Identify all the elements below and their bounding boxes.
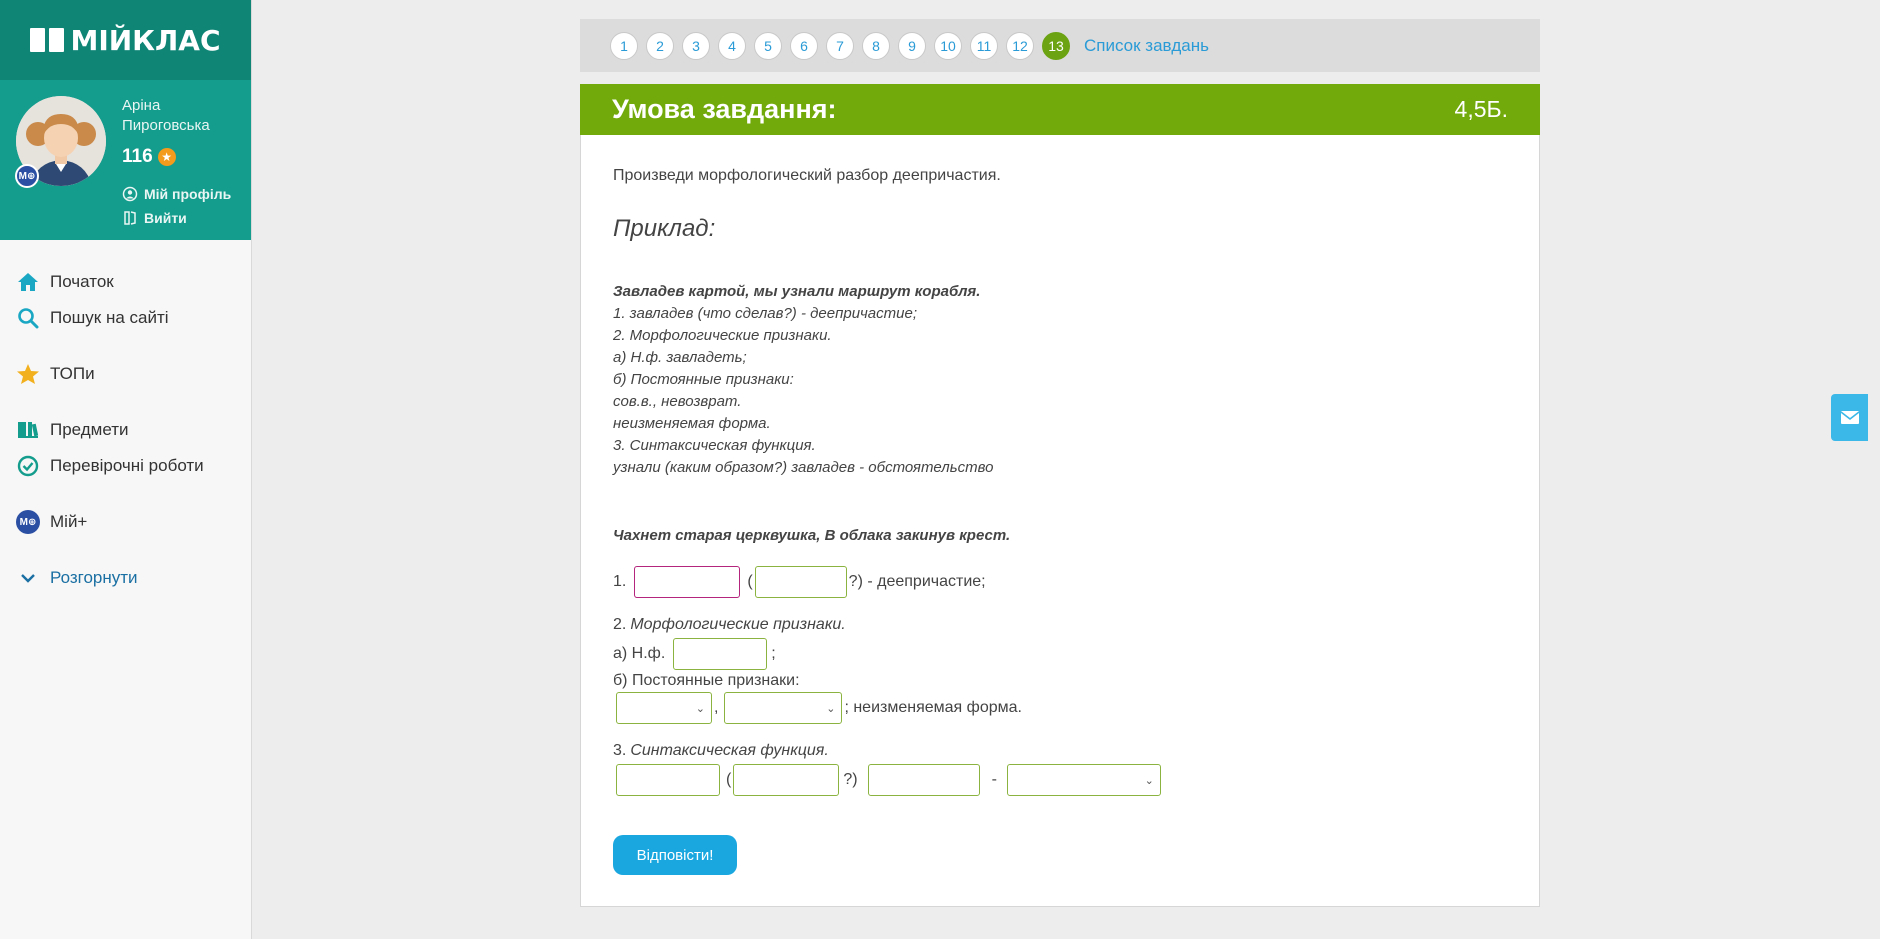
task-sentence: Чахнет старая церквушка, В облака закинув крест. <box>613 527 1011 544</box>
q3-number: 3. <box>613 742 627 759</box>
q1-word-input[interactable] <box>634 566 740 598</box>
chevron-down-icon <box>16 566 40 590</box>
page-9[interactable]: 9 <box>898 32 926 60</box>
star-icon: ★ <box>158 148 176 166</box>
example-heading: Приклад: <box>613 215 716 242</box>
question-3-title <box>613 742 1507 760</box>
question-2b-label <box>613 672 1507 690</box>
task-pager <box>580 19 1540 72</box>
question-2a <box>613 638 1507 670</box>
example-block <box>613 281 1507 479</box>
page-1[interactable]: 1 <box>610 32 638 60</box>
q2-number: 2. <box>613 616 627 633</box>
chevron-down-icon: ⌄ <box>826 702 836 715</box>
star-icon <box>16 362 40 386</box>
task-header <box>580 84 1540 135</box>
page-3[interactable]: 3 <box>682 32 710 60</box>
my-profile-link[interactable] <box>122 186 231 202</box>
nav-tests[interactable] <box>0 448 251 484</box>
page-6[interactable]: 6 <box>790 32 818 60</box>
mail-icon <box>1840 410 1860 425</box>
q3-question-input[interactable] <box>733 764 839 796</box>
profile-card <box>0 80 251 240</box>
nav-subjects[interactable] <box>0 412 251 448</box>
nav-myplus-label: Мій+ <box>50 512 88 531</box>
points-value: 116 <box>122 146 153 167</box>
nav-home-label: Початок <box>50 272 114 291</box>
feedback-mail-button[interactable] <box>1831 394 1868 441</box>
q2a-suffix: ; <box>771 645 776 662</box>
my-profile-label: Мій профіль <box>144 186 232 202</box>
example-line: неизменяемая форма. <box>613 415 771 432</box>
nav-expand-label: Розгорнути <box>50 568 138 587</box>
page-2[interactable]: 2 <box>646 32 674 60</box>
logout-label: Вийти <box>144 210 187 226</box>
q2b-aspect-select[interactable] <box>616 692 712 724</box>
q1-question-input[interactable] <box>755 566 847 598</box>
page-7[interactable]: 7 <box>826 32 854 60</box>
page-10[interactable]: 10 <box>934 32 962 60</box>
nav-expand[interactable] <box>0 560 251 596</box>
logo-text: МІЙКЛАС <box>70 23 221 57</box>
sidebar <box>0 0 252 939</box>
example-line: узнали (каким образом?) завладев - обстоятельство <box>613 459 994 476</box>
q1-open-paren: ( <box>747 573 753 590</box>
example-line: а) Н.ф. завладеть; <box>613 349 747 366</box>
task-title: Умова завдання: <box>612 94 837 124</box>
q2b-reflexive-select[interactable] <box>724 692 842 724</box>
myplus-icon: M⊕ <box>16 510 40 534</box>
nav-myplus[interactable] <box>0 504 251 540</box>
task-body <box>580 135 1540 907</box>
chevron-down-icon: ⌄ <box>695 702 705 715</box>
nav-tops[interactable] <box>0 356 251 392</box>
q3-close-paren: ?) <box>843 771 858 788</box>
q2b-comma: , <box>714 699 719 716</box>
submit-answer-button[interactable]: Відповісти! <box>613 835 737 875</box>
nav-search-label: Пошук на сайті <box>50 308 169 327</box>
nav-tops-label: ТОПи <box>50 364 95 383</box>
q3-title: Синтаксическая функция. <box>630 742 829 759</box>
example-line: 3. Синтаксическая функция. <box>613 437 816 454</box>
nav-search[interactable] <box>0 300 251 336</box>
user-name: Аріна Пироговська <box>122 97 210 134</box>
logout-link[interactable] <box>122 210 187 226</box>
sidebar-nav <box>0 240 251 596</box>
nav-subjects-label: Предмети <box>50 420 129 439</box>
q3-gerund-input[interactable] <box>868 764 980 796</box>
page-12[interactable]: 12 <box>1006 32 1034 60</box>
page-8[interactable]: 8 <box>862 32 890 60</box>
example-line: сов.в., невозврат. <box>613 393 742 410</box>
q1-number: 1. <box>613 573 627 590</box>
task-list-link[interactable]: Список завдань <box>1084 35 1209 55</box>
example-line: б) Постоянные признаки: <box>613 371 794 388</box>
example-line: 1. завладев (что сделав?) - деепричастие; <box>613 305 917 322</box>
q2b-label: б) Постоянные признаки: <box>613 672 800 689</box>
q2b-suffix: ; неизменяемая форма. <box>844 699 1022 716</box>
q3-dash: - <box>991 771 997 788</box>
points <box>122 146 176 168</box>
logout-icon <box>122 210 138 226</box>
q2a-label: а) Н.ф. <box>613 645 666 662</box>
example-line: 2. Морфологические признаки. <box>613 327 832 344</box>
task-prompt: Произведи морфологический разбор деепричастия. <box>613 167 1001 184</box>
chevron-down-icon: ⌄ <box>1144 774 1154 787</box>
q2-title: Морфологические признаки. <box>630 616 846 633</box>
book-icon <box>30 28 64 52</box>
q3-function-select[interactable] <box>1007 764 1161 796</box>
task-score: 4,5Б. <box>1454 96 1508 122</box>
q3-verb-input[interactable] <box>616 764 720 796</box>
q1-suffix: ?) - деепричастие; <box>848 573 986 590</box>
main-content <box>580 19 1540 907</box>
search-icon <box>16 306 40 330</box>
question-1 <box>613 566 1507 598</box>
page-11[interactable]: 11 <box>970 32 998 60</box>
q2a-infinitive-input[interactable] <box>673 638 767 670</box>
books-icon <box>16 418 40 442</box>
page-13-active[interactable]: 13 <box>1042 32 1070 60</box>
question-2-title <box>613 616 1507 634</box>
myplus-badge: M⊕ <box>15 164 39 188</box>
home-icon <box>16 270 40 294</box>
nav-home[interactable] <box>0 264 251 300</box>
nav-tests-label: Перевірочні роботи <box>50 456 204 475</box>
check-circle-icon <box>16 454 40 478</box>
example-sentence: Завладев картой, мы узнали маршрут корабля. <box>613 283 981 300</box>
page-4[interactable]: 4 <box>718 32 746 60</box>
q3-open-paren: ( <box>726 771 732 788</box>
logo[interactable] <box>0 0 251 80</box>
page-5[interactable]: 5 <box>754 32 782 60</box>
user-circle-icon <box>122 186 138 202</box>
question-3 <box>613 764 1507 796</box>
question-2b <box>613 692 1507 724</box>
